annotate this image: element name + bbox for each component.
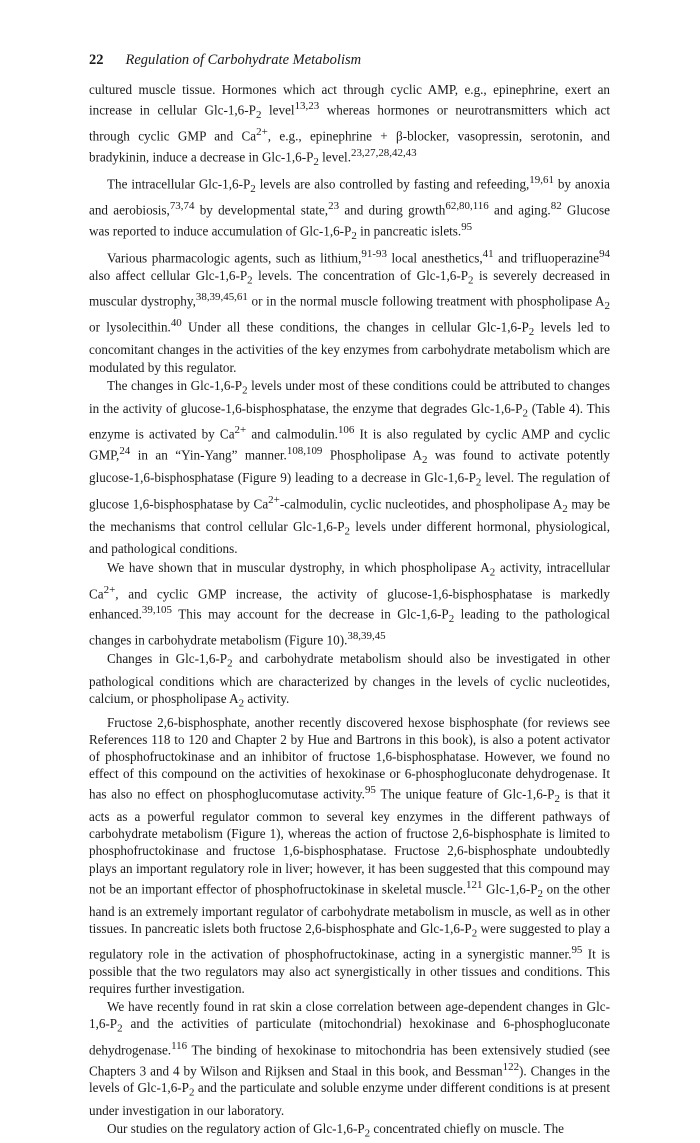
paragraph: Fructose 2,6-bisphosphate, another recently discovered hexose bisphosphate (for reviews see References 118 to 120 and Chapter 2 by Hue and Bartrons in this book), is also a potent activator of phosphofructokinase and an inhibitor of fructose 1,6-bisphosphatase. However, we found no effect of this compound on the activities of hexokinase or 6-phosphogluconate dehydrogenase. It has also no effect on phosphoglucomutase activity.$^{95}$ The unique feature of Glc-$1,6-P_2$ is that it acts as a powerful regulator common to several key enzymes in the different pathways of carbohydrate metabolism (Figure 1), whereas the action of fructose 2,6-bisphosphate is limited to phosphofructokinase and fructose 1,6-bisphosphatase. Fructose 2,6-bisphosphate undoubtedly plays an important regulatory role in liver; however, it has been suggested that this compound may not be an important effector of phosphofructokinase in skeletal muscle.$^{121}$ Glc-$1,6-P_2$ on the other hand is an extremely important regulator of carbohydrate metabolism in muscle, as well as in other tissues. In pancreatic islets both fructose 2,6-bisphosphate and Glc-$1,6-P_2$ were suggested to play a regulatory role in the activation of phosphofructokinase, acting in a synergistic manner.$^{95}$ It is possible that the two regulators may also act synergistically in other tissues and conditions. This requires further investigation. [89, 715, 611, 996]
paragraph: Various pharmacologic agents, such as lithium,$^{91-93}$ local anesthetics,$^{41}$ and trifluoperazine$^{94}$ also affect cellular Glc-$1,6-P_2$ levels. The concentration of Glc-$1,6-P_2$ is severely decreased in muscular dystrophy,$^{38,39,45,61}$ or in the normal muscle following treatment with phospholipase $A_2$ or lysolecithin.$^{40}$ Under all these conditions, the changes in cellular Glc-$1,6-P_2$ levels led to concomitant changes in the activities of the key enzymes from carbohydrate metabolism which are modulated by this regulator. [89, 248, 611, 375]
running-head [89, 52, 610, 69]
paragraph: cultured muscle tissue. Hormones which act through cyclic AMP, e.g., epinephrine, exert an increase in cellular Glc-$1,6-P_2$ level$^{13,23}$ whereas hormones or neurotransmitters which act through cyclic GMP and $Ca^{2+}$, e.g., epinephrine + β-blocker, vasopressin, serotonin, and bradykinin, induce a decrease in Glc-$1,6-P_2$ level.$^{23,27,28,42,43}$ [89, 82, 611, 168]
paragraph: Our studies on the regulatory action of Glc-$1,6-P_2$ concentrated chiefly on muscle. The [107, 1121, 564, 1140]
paragraph: The changes in Glc-$1,6-P_2$ levels under most of these conditions could be attributed to changes in the activity of glucose-1,6-bisphosphatase, the enzyme that degrades Glc-$1,6-P_2$ (Table 4). This enzyme is activated by $Ca^{2+}$ and calmodulin.$^{106}$ It is also regulated by cyclic AMP and cyclic GMP,$^{24}$ in an “Yin-Yang” manner.$^{108,109}$ Phospholipase $A_2$ was found to activate potently glucose-1,6-bisphosphatase (Figure 9) leading to a decrease in Glc-$1,6-P_2$ level. The regulation of glucose 1,6-bisphosphatase by $Ca^{2+}$-calmodulin, cyclic nucleotides, and phospholipase $A_2$ may be the mechanisms that control cellular Glc-$1,6-P_2$ levels under different hormonal, physiological, and pathological conditions. [89, 378, 610, 557]
paragraph: The intracellular Glc-$1,6-P_2$ levels are also controlled by fasting and refeeding,$^{19,61}$ by anoxia and aerobiosis,$^{73,74}$ by developmental state,$^{23}$ and during growth$^{62,80,116}$ and aging.$^{82}$ Glucose was reported to induce accumulation of Glc-$1,6-P_2$ in pancreatic islets.$^{95}$ [89, 174, 610, 242]
paragraph: We have recently found in rat skin a close correlation between age-dependent changes in Glc-$1,6-P_2$ and the activities of particulate (mitochondrial) hexokinase and 6-phosphogluconate dehydrogenase.$^{116}$ The binding of hexokinase to mitochondria has been extensively studied (see Chapters 3 and 4 by Wilson and Rijksen and Staal in this book, and Bessman$^{122}$). Changes in the levels of Glc-$1,6-P_2$ and the particulate and soluble enzyme under different conditions is at present under investigation in our laboratory. [89, 999, 611, 1118]
paragraph: Changes in Glc-$1,6-P_2$ and carbohydrate metabolism should also be investigated in other pathological conditions which are characterized by changes in the levels of cyclic nucleotides, calcium, or phospholipase $A_2$ activity. [89, 651, 610, 710]
page-number: 22 [89, 52, 104, 68]
paragraph: We have shown that in muscular dystrophy, in which phospholipase $A_2$ activity, intracellular $Ca^{2+}$, and cyclic GMP increase, the activity of glucose-1,6-bisphosphatase is markedly enhanced.$^{39,105}$ This may account for the decrease in Glc-$1,6-P_2$ leading to the pathological changes in carbohydrate metabolism (Figure 10).$^{38,39,45}$ [89, 559, 611, 648]
running-title: Regulation of Carbohydrate Metabolism [125, 52, 362, 68]
body-text [89, 81, 610, 1143]
